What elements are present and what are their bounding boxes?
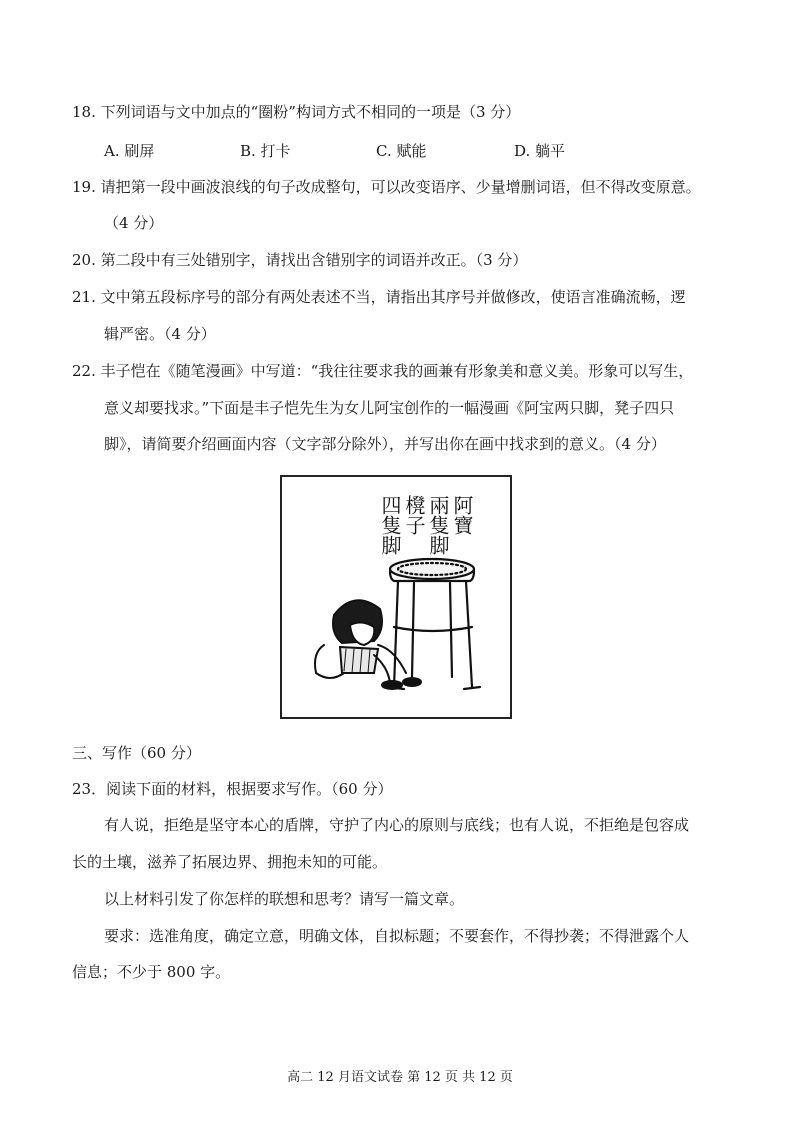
material-line-2: 长的土壤，滋养了拓展边界、拥抱未知的可能。 xyxy=(72,853,388,871)
question-18: 18. 下列词语与文中加点的“圈粉”构词方式不相同的一项是（3 分） xyxy=(72,103,521,121)
question-19-line-2: （4 分） xyxy=(104,214,164,232)
option-b: B. 打卡 xyxy=(240,142,291,160)
question-23: 23．阅读下面的材料，根据要求写作。（60 分） xyxy=(72,780,393,798)
option-a: A. 刷屏 xyxy=(104,142,155,160)
caption-column-2: 兩隻脚 xyxy=(426,495,450,555)
requirements-line-2: 信息；不少于 800 字。 xyxy=(72,963,231,981)
page-footer: 高二 12 月语文试卷 第 12 页 共 12 页 xyxy=(287,1070,513,1085)
caption-column-1: 阿寶 xyxy=(450,495,474,535)
question-22-line-1: 22. 丰子恺在《随笔漫画》中写道：“我往往要求我的画兼有形象美和意义美。形象可以写生， xyxy=(72,362,694,380)
question-22-line-2: 意义却要找求。”下面是丰子恺先生为女儿阿宝创作的一幅漫画《阿宝两只脚，凳子四只 xyxy=(104,399,675,417)
cartoon-caption xyxy=(378,495,474,555)
cartoon-figure xyxy=(280,475,512,719)
question-22-line-3: 脚》，请简要介绍画面内容（文字部分除外），并写出你在画中找求到的意义。（4 分） xyxy=(104,435,666,453)
option-c: C. 赋能 xyxy=(376,142,427,160)
question-20: 20. 第二段中有三处错别字，请找出含错别字的词语并改正。（3 分） xyxy=(72,251,528,269)
requirements-line-1: 要求：选准角度，确定立意，明确文体，自拟标题；不要套作，不得抄袭；不得泄露个人 xyxy=(104,927,690,945)
writing-section-title: 三、写作（60 分） xyxy=(72,744,201,762)
writing-prompt: 以上材料引发了你怎样的联想和思考？请写一篇文章。 xyxy=(104,890,465,908)
question-19-line-1: 19. 请把第一段中画波浪线的句子改成整句，可以改变语序、少量增删词语，但不得改变原意。 xyxy=(72,178,701,196)
caption-column-4: 四隻脚 xyxy=(378,495,402,555)
question-21-line-1: 21. 文中第五段标序号的部分有两处表述不当，请指出其序号并做修改，使语言准确流畅，逻 xyxy=(72,288,686,306)
option-d: D. 躺平 xyxy=(514,142,566,160)
child-drawing xyxy=(315,600,421,689)
stool-drawing xyxy=(386,559,480,689)
caption-column-3: 櫈子 xyxy=(402,495,426,535)
question-21-line-2: 辑严密。（4 分） xyxy=(104,325,216,343)
material-line-1: 有人说，拒绝是坚守本心的盾牌，守护了内心的原则与底线；也有人说，不拒绝是包容成 xyxy=(104,816,690,834)
cartoon-drawing xyxy=(282,477,510,717)
